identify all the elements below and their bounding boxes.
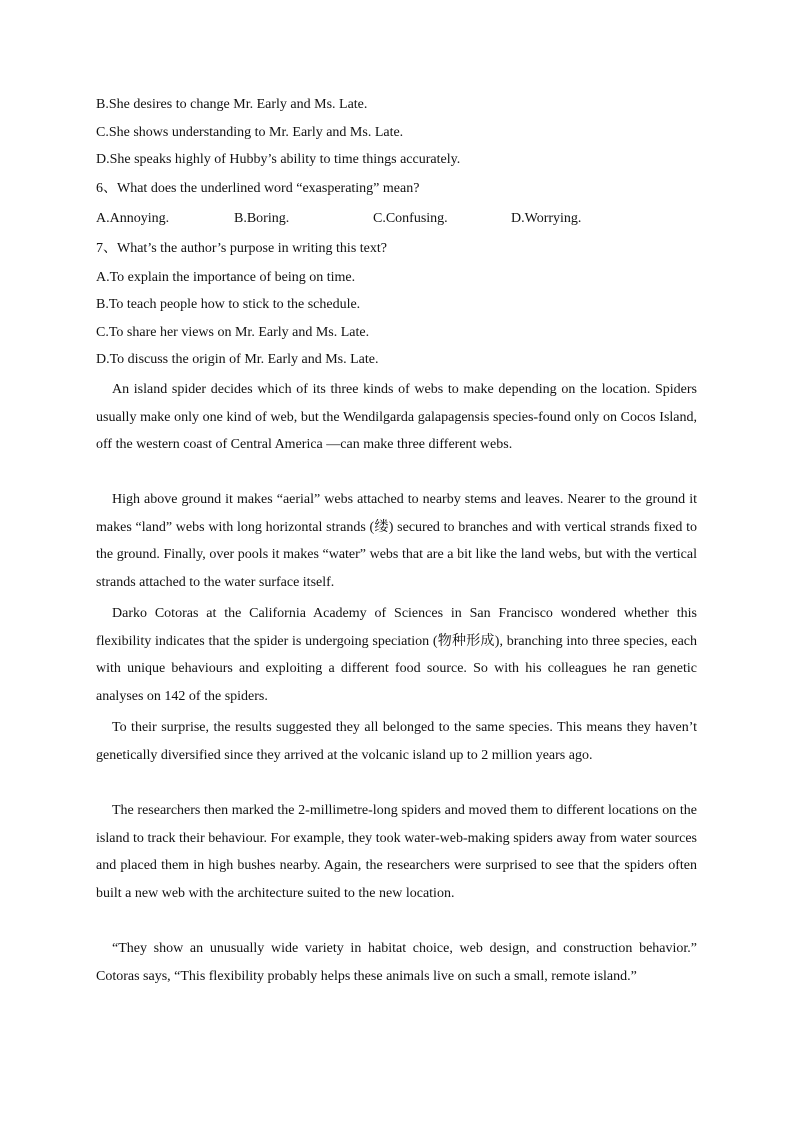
q6-stem: 6、What does the underlined word “exasperating” mean? [96, 181, 420, 196]
q6-options [96, 210, 616, 228]
passage-paragraph: High above ground it makes “aerial” webs attached to nearby stems and leaves. Nearer to the ground it makes “land” webs with long horizontal strands (缕) secured to branches and with vertical strands fixed to the ground. Finally, over pools it makes “water” webs that are a bit like the land webs, but with the vertical strands attached to the water surface itself. [96, 492, 697, 591]
passage-paragraph: Darko Cotoras at the California Academy of Sciences in San Francisco wondered whether this flexibility indicates that the spider is undergoing speciation (物种形成), branching into three species, each with unique behaviours and exploiting a different food source. So with his colleagues he ran genetic analyses on 142 of the spiders. [96, 606, 697, 705]
q7-stem: 7、What’s the author’s purpose in writing this text? [96, 241, 387, 256]
q7-option-b: B.To teach people how to stick to the schedule. [96, 297, 361, 312]
passage-paragraph: An island spider decides which of its three kinds of webs to make depending on the location. Spiders usually make only one kind of web, but the Wendilgarda galapagensis species-found only on Cocos Island, off the western coast of Central America —can make three different webs. [96, 382, 697, 453]
q6-option-c: C.Confusing. [373, 211, 448, 226]
q5-option-d: D.She speaks highly of Hubby’s ability to time things accurately. [96, 152, 461, 167]
q6-option-b: B.Boring. [234, 211, 290, 226]
q7-option-c: C.To share her views on Mr. Early and Ms. Late. [96, 325, 370, 340]
q6-option-a: A.Annoying. [96, 211, 170, 226]
q7-option-d: D.To discuss the origin of Mr. Early and Ms. Late. [96, 352, 379, 367]
q5-option-b: B.She desires to change Mr. Early and Ms. Late. [96, 97, 368, 112]
q7-option-a: A.To explain the importance of being on time. [96, 270, 356, 285]
q5-option-c: C.She shows understanding to Mr. Early and Ms. Late. [96, 125, 404, 140]
passage-paragraph: To their surprise, the results suggested they all belonged to the same species. This means they haven’t genetically diversified since they arrived at the volcanic island up to 2 million years ago. [96, 720, 697, 763]
q6-option-d: D.Worrying. [511, 211, 582, 226]
passage-paragraph: The researchers then marked the 2-millimetre-long spiders and moved them to different locations on the island to track their behaviour. For example, they took water-web-making spiders away from water sources and placed them in high bushes nearby. Again, the researchers were surprised to see that the spiders often built a new web with the architecture suited to the new location. [96, 803, 697, 902]
passage-paragraph: “They show an unusually wide variety in habitat choice, web design, and construction behavior.” Cotoras says, “This flexibility probably helps these animals live on such a small, remote island.” [96, 941, 697, 984]
